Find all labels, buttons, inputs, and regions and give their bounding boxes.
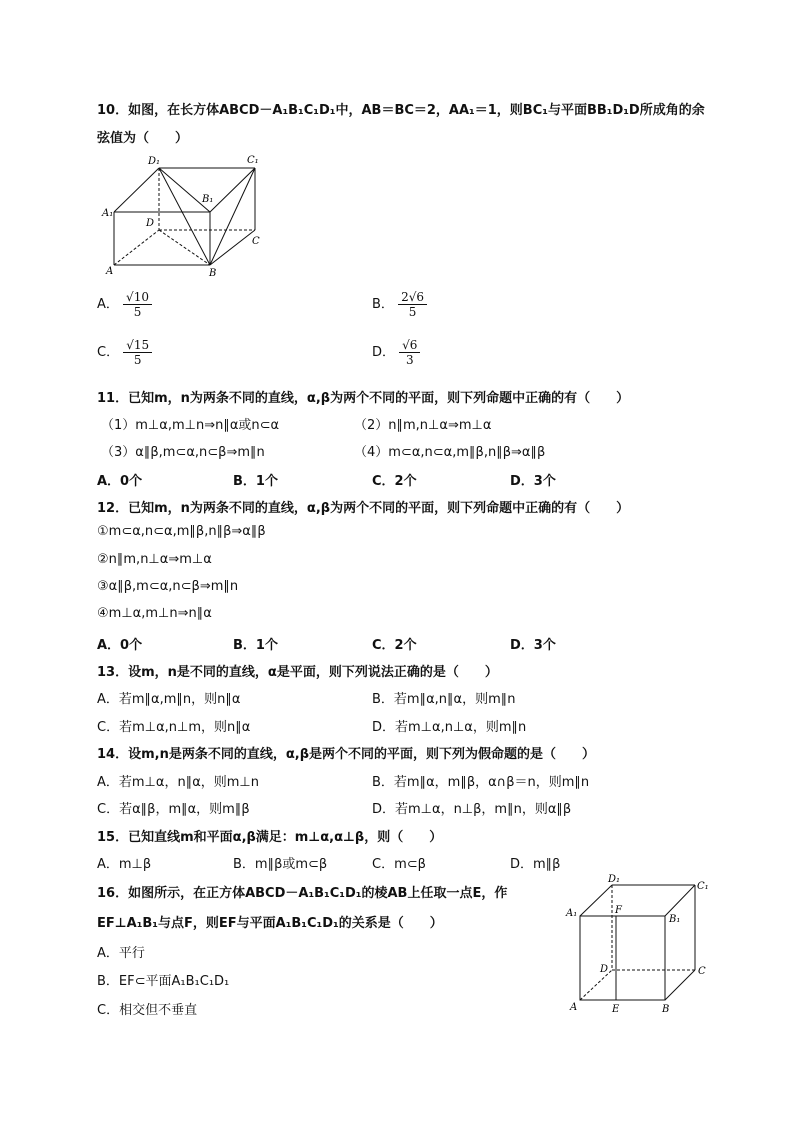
q16-option-b: B．EF⊂平面A₁B₁C₁D₁ — [97, 974, 230, 989]
q15-option-a: A．m⊥β — [97, 857, 152, 872]
q12-option-d: D．3个 — [510, 638, 556, 653]
q13-option-b: B．若m∥α,n∥α，则m∥n — [372, 692, 516, 707]
q16-label-E: E — [612, 1004, 620, 1015]
q10-label-D: D — [146, 218, 155, 229]
q12-proposition-3: ③α∥β,m⊂α,n⊂β⇒m∥n — [97, 579, 239, 594]
q14-option-c: C．若α∥β，m∥α，则m∥β — [97, 802, 250, 817]
q13-stem: 13．设m，n是不同的直线，α是平面，则下列说法正确的是（ ） — [97, 665, 498, 680]
q12-proposition-1: ①m⊂α,n⊂α,m∥β,n∥β⇒α∥β — [97, 524, 266, 539]
q11-option-d: D．3个 — [510, 474, 556, 489]
q10-label-D1: D₁ — [148, 156, 161, 167]
q10-stem-line1: 10．如图，在长方体ABCD－A₁B₁C₁D₁中，AB＝BC＝2，AA₁＝1，则BC₁与平面BB₁D₁D所成角的余 — [97, 103, 705, 118]
q10-label-A1: A₁ — [102, 208, 114, 219]
q10-label-C1: C₁ — [247, 155, 259, 166]
q11-option-b: B．1个 — [233, 474, 278, 489]
q12-stem: 12．已知m，n为两条不同的直线，α,β为两个不同的平面，则下列命题中正确的有（ ） — [97, 501, 630, 516]
q15-option-c: C．m⊂β — [372, 857, 426, 872]
q16-label-B: B — [662, 1004, 670, 1015]
q10-label-A: A — [106, 266, 114, 277]
q16-label-C: C — [698, 966, 706, 977]
q11-stem: 11．已知m，n为两条不同的直线，α,β为两个不同的平面，则下列命题中正确的有（ ） — [97, 391, 630, 406]
q12-proposition-4: ④m⊥α,m⊥n⇒n∥α — [97, 606, 212, 621]
q16-cube-figure — [560, 870, 720, 1020]
q16-label-F: F — [615, 905, 622, 916]
q16-option-a: A．平行 — [97, 946, 145, 961]
q14-option-a: A．若m⊥α，n∥α，则m⊥n — [97, 775, 259, 790]
q14-stem: 14．设m,n是两条不同的直线，α,β是两个不同的平面，则下列为假命题的是（ ） — [97, 747, 596, 762]
q13-option-a: A．若m∥α,m∥n，则n∥α — [97, 692, 241, 707]
q14-option-b: B．若m∥α，m∥β，α∩β＝n，则m∥n — [372, 775, 590, 790]
q12-option-b: B．1个 — [233, 638, 278, 653]
q10-option-a: A． $\frac{√10}{5}$ — [97, 290, 152, 319]
q10-cuboid-figure — [100, 150, 270, 280]
q16-label-D: D — [600, 964, 609, 975]
q16-option-c: C．相交但不垂直 — [97, 1003, 198, 1018]
q16-label-A1: A₁ — [566, 908, 578, 919]
q10-option-c: C． $\frac{√15}{5}$ — [97, 338, 152, 367]
q16-stem-line2: EF⊥A₁B₁与点F，则EF与平面A₁B₁C₁D₁的关系是（ ） — [97, 916, 443, 931]
q16-label-D1: D₁ — [608, 874, 621, 885]
q16-stem-line1: 16．如图所示，在正方体ABCD－A₁B₁C₁D₁的棱AB上任取一点E，作 — [97, 886, 508, 901]
q10-stem-line2: 弦值为（ ） — [97, 131, 189, 146]
q12-option-a: A．0个 — [97, 638, 143, 653]
q11-option-a: A．0个 — [97, 474, 143, 489]
q15-stem: 15．已知直线m和平面α,β满足：m⊥α,α⊥β，则（ ） — [97, 830, 443, 845]
q16-label-B1: B₁ — [669, 914, 681, 925]
q11-proposition-4: （4）m⊂α,n⊂α,m∥β,n∥β⇒α∥β — [354, 445, 546, 460]
q16-label-C1: C₁ — [697, 881, 709, 892]
q12-proposition-2: ②n∥m,n⊥α⇒m⊥α — [97, 552, 212, 567]
q15-option-d: D．m∥β — [510, 857, 561, 872]
q11-option-c: C．2个 — [372, 474, 417, 489]
q11-proposition-3: （3）α∥β,m⊂α,n⊂β⇒m∥n — [101, 445, 265, 460]
q10-option-d: D． $\frac{√6}{3}$ — [372, 338, 420, 367]
q12-option-c: C．2个 — [372, 638, 417, 653]
q11-proposition-1: （1）m⊥α,m⊥n⇒n∥α或n⊂α — [101, 418, 280, 433]
q10-label-B: B — [209, 268, 217, 279]
q13-option-d: D．若m⊥α,n⊥α，则m∥n — [372, 720, 527, 735]
q16-label-A: A — [570, 1002, 578, 1013]
q10-option-b: B． $\frac{2√6}{5}$ — [372, 290, 427, 319]
q11-proposition-2: （2）n∥m,n⊥α⇒m⊥α — [354, 418, 492, 433]
q15-option-b: B．m∥β或m⊂β — [233, 857, 328, 872]
q10-label-C: C — [252, 236, 260, 247]
q13-option-c: C．若m⊥α,n⊥m，则n∥α — [97, 720, 251, 735]
q14-option-d: D．若m⊥α，n⊥β，m∥n，则α∥β — [372, 802, 572, 817]
q10-label-B1: B₁ — [202, 194, 214, 205]
